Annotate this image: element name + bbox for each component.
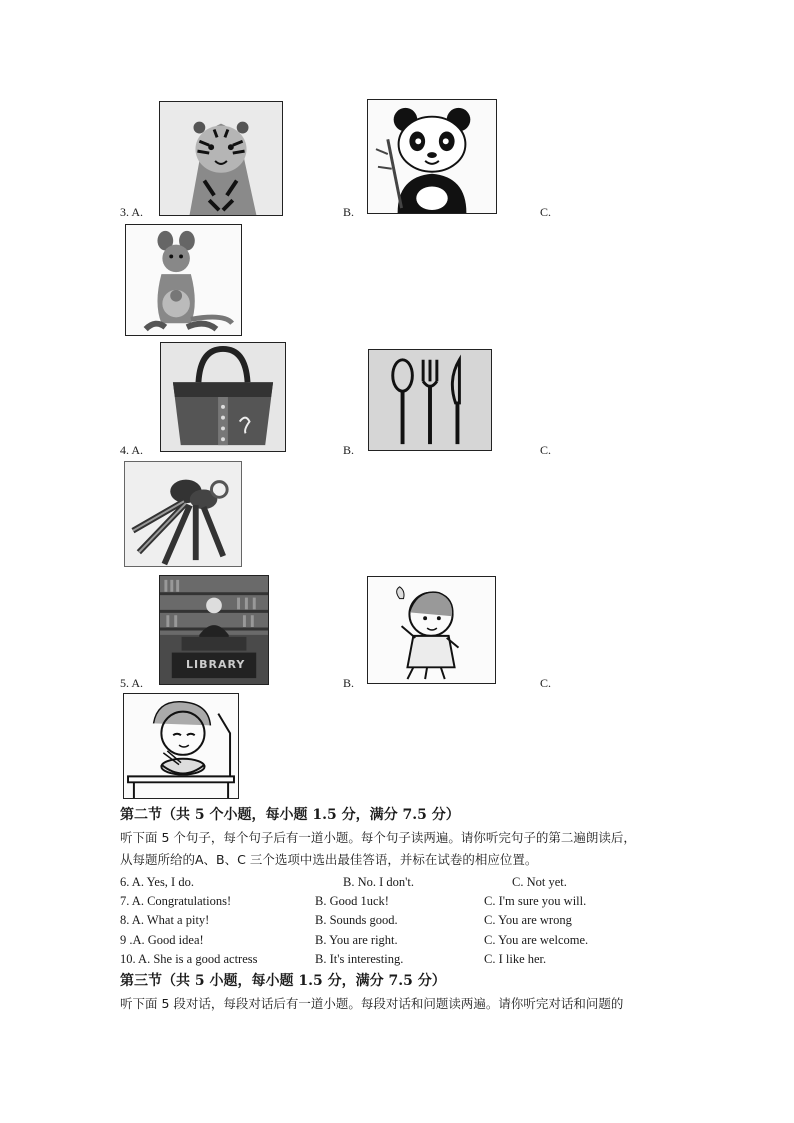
question-8-option-c: C. You are wrong <box>484 913 572 927</box>
panda-icon <box>368 100 496 213</box>
question-6-option-a: 6. A. Yes, I do. <box>120 875 194 889</box>
spoon-fork-knife-icon <box>369 350 491 450</box>
section3-instructions-line1: 听下面 5 段对话，每段对话后有一道小题。每段对话和问题读两遍。请你听完对话和问题的 <box>120 996 624 1011</box>
library-image <box>159 575 269 685</box>
girl-table-image <box>123 693 239 799</box>
cutlery-image <box>368 349 492 451</box>
q4-option-c-label: C. <box>540 443 552 457</box>
q5-option-b-label: B. <box>343 676 355 690</box>
q5-option-c-label: C. <box>540 676 552 690</box>
q4-option-b-label: B. <box>343 443 355 457</box>
q3-option-a-label: 3. A. <box>120 205 144 219</box>
question-10-option-c: C. I like her. <box>484 952 547 966</box>
girl-eating-image <box>367 576 496 684</box>
question-8-option-a: 8. A. What a pity! <box>120 913 210 927</box>
question-9-option-b: B. You are right. <box>315 933 398 947</box>
tiger-icon <box>160 102 282 215</box>
kangaroo-image <box>125 224 242 336</box>
section3-title: 第三节（共 5 小题，每小题 1.5 分，满分 7.5 分） <box>120 973 446 989</box>
question-9-option-c: C. You are welcome. <box>484 933 589 947</box>
girl-eating-icon <box>368 577 495 683</box>
keys-icon <box>125 462 241 566</box>
question-6-option-c: C. Not yet. <box>512 875 567 889</box>
question-8-option-b: B. Sounds good. <box>315 913 398 927</box>
question-9-option-a: 9 .A. Good idea! <box>120 933 204 947</box>
keys-image <box>124 461 242 567</box>
question-6-option-b: B. No. I don't. <box>343 875 415 889</box>
question-10-option-a: 10. A. She is a good actress <box>120 952 258 966</box>
library-sign: LIBRARY <box>186 658 246 671</box>
question-7-option-b: B. Good 1uck! <box>315 894 389 908</box>
section2-title: 第二节（共 5 个小题，每小题 1.5 分，满分 7.5 分） <box>120 807 460 823</box>
q3-option-b-label: B. <box>343 205 355 219</box>
q3-option-c-label: C. <box>540 205 552 219</box>
kangaroo-icon <box>126 225 241 335</box>
q4-option-a-label: 4. A. <box>120 443 144 457</box>
section2-instructions-line2: 从每题所给的A、B、C 三个选项中选出最佳答语，并标在试卷的相应位置。 <box>120 852 538 867</box>
question-10-option-b: B. It's interesting. <box>315 952 404 966</box>
q5-option-a-label: 5. A. <box>120 676 144 690</box>
tiger-image <box>159 101 283 216</box>
handbag-icon <box>161 343 285 451</box>
question-7-option-a: 7. A. Congratulations! <box>120 894 232 908</box>
handbag-image <box>160 342 286 452</box>
girl-eating-at-table-icon <box>124 694 238 798</box>
panda-image <box>367 99 497 214</box>
section2-instructions-line1: 听下面 5 个句子，每个句子后有一道小题。每个句子读两遍。请你听完句子的第二遍朗读后， <box>120 830 636 845</box>
question-7-option-c: C. I'm sure you will. <box>484 894 587 908</box>
